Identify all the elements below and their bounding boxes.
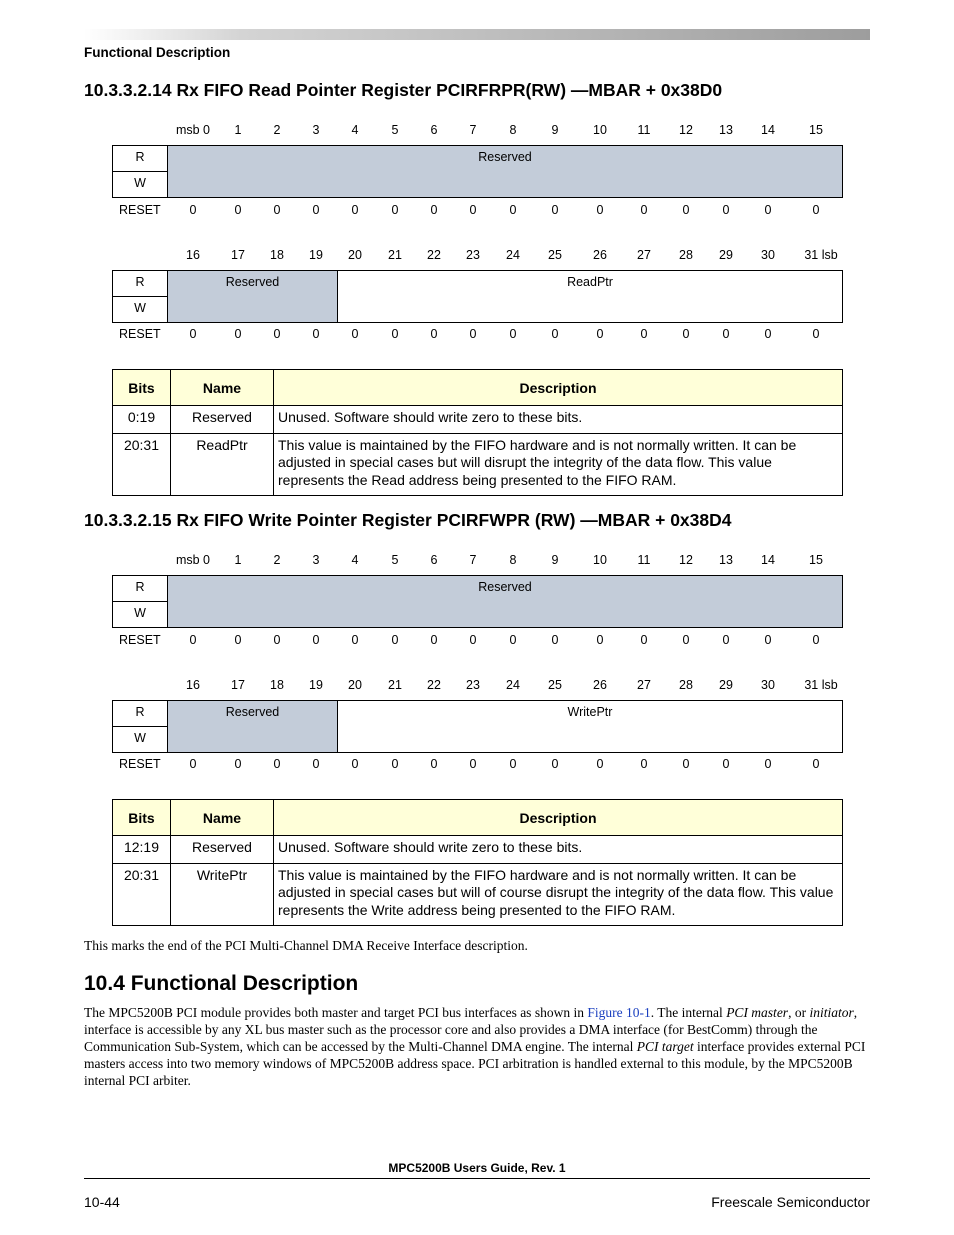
reset-value: 0 (469, 633, 477, 647)
bit-number: 18 (270, 248, 284, 262)
write-label: W (134, 606, 146, 620)
emphasis-text: PCI master (726, 1005, 789, 1020)
reset-value: 0 (430, 203, 438, 217)
bit-number: 20 (348, 248, 362, 262)
bit-number: 9 (551, 553, 559, 567)
reset-value: 0 (430, 633, 438, 647)
reset-value: 0 (640, 327, 648, 341)
table-row (113, 406, 843, 434)
running-head: Functional Description (84, 45, 231, 60)
bit-number: 4 (351, 553, 359, 567)
cell-name: Reserved (171, 836, 274, 864)
bit-number: 6 (430, 553, 438, 567)
reset-value: 0 (189, 327, 197, 341)
bit-number: 13 (719, 553, 733, 567)
reset-value: 0 (812, 327, 820, 341)
bit-number: 30 (761, 678, 775, 692)
paragraph-text: The MPC5200B PCI module provides both master and target PCI bus interfaces as shown in (84, 1005, 588, 1020)
table-header-name: Name (171, 800, 274, 836)
bit-number: 8 (509, 123, 517, 137)
bit-number: 12 (679, 553, 693, 567)
figure-link[interactable]: Figure 10-1 (587, 1005, 651, 1020)
reset-label: RESET (119, 327, 161, 341)
rw-divider (112, 601, 168, 602)
field-label: WritePtr (567, 705, 613, 719)
reset-value: 0 (312, 757, 320, 771)
reset-value: 0 (234, 633, 242, 647)
reset-value: 0 (722, 757, 730, 771)
bit-number: 2 (273, 123, 281, 137)
reset-value: 0 (640, 203, 648, 217)
reset-value: 0 (509, 757, 517, 771)
bit-number: 17 (231, 678, 245, 692)
bit-number: 29 (719, 678, 733, 692)
reset-value: 0 (273, 327, 281, 341)
bit-number: 26 (593, 248, 607, 262)
end-note: This marks the end of the PCI Multi-Channel DMA Receive Interface description. (84, 938, 528, 953)
bit-number: 1 (234, 553, 242, 567)
reset-value: 0 (351, 757, 359, 771)
cell-bits: 20:31 (113, 863, 171, 926)
reset-value: 0 (764, 203, 772, 217)
bit-number: 20 (348, 678, 362, 692)
bit-number: 18 (270, 678, 284, 692)
bit-number: 23 (466, 678, 480, 692)
read-label: R (135, 705, 145, 719)
bit-number: 8 (509, 553, 517, 567)
section-heading-pcirfwpr: 10.3.3.2.15 Rx FIFO Write Pointer Register PCIRFWPR (RW) —MBAR + 0x38D4 (84, 510, 732, 530)
paragraph-text: interface provides external PCI masters access into two memory windows of MPC5200B address space. PCI arbitration is handled external to this module, by the MPC5200B internal PCI arbiter. (84, 1039, 866, 1088)
reset-value: 0 (682, 633, 690, 647)
body-paragraph (84, 1004, 870, 1089)
reset-value: 0 (391, 327, 399, 341)
bit-number: 19 (309, 678, 323, 692)
bit-number: 19 (309, 248, 323, 262)
field-label: Reserved (478, 150, 532, 164)
bit-number: 21 (388, 678, 402, 692)
reset-value: 0 (764, 633, 772, 647)
reset-value: 0 (351, 203, 359, 217)
reset-value: 0 (722, 327, 730, 341)
bit-number: 11 (637, 123, 651, 137)
reset-value: 0 (596, 757, 604, 771)
reset-value: 0 (682, 203, 690, 217)
footer-rule (84, 1178, 870, 1179)
cell-description: Unused. Software should write zero to these bits. (274, 406, 843, 434)
cell-description: This value is maintained by the FIFO hardware and is not normally written. It can be adjusted in special cases but will of course disrupt the integrity of the data flow. This value represents the Write address being presented to the FIFO RAM. (274, 863, 843, 926)
reset-value: 0 (722, 633, 730, 647)
rw-divider (112, 296, 168, 297)
field-table-pcirfrpr (112, 369, 843, 496)
paragraph-text: , interface is accessible by any XL bus master such as the processor core and also provides a DMA interface (for BestComm) through the Communication Sub-System, which can be accessed by the Multi-Channel DMA engine. The internal (84, 1005, 858, 1054)
bit-number: 22 (427, 678, 441, 692)
reset-value: 0 (469, 327, 477, 341)
paragraph-text: , or (788, 1005, 810, 1020)
bit-number: 22 (427, 248, 441, 262)
bit-number: 31 lsb (804, 678, 838, 692)
paragraph-text: . The internal (650, 1005, 727, 1020)
reset-value: 0 (312, 203, 320, 217)
bit-number: 1 (234, 123, 242, 137)
table-header-bits: Bits (113, 800, 171, 836)
table-row (113, 836, 843, 864)
header-bar (84, 29, 870, 40)
field-label: Reserved (478, 580, 532, 594)
reset-value: 0 (234, 757, 242, 771)
reset-value: 0 (640, 633, 648, 647)
bit-number: msb 0 (175, 123, 211, 137)
bit-number: 2 (273, 553, 281, 567)
table-header-bits: Bits (113, 370, 171, 406)
reset-value: 0 (312, 327, 320, 341)
page-number: 10-44 (84, 1194, 120, 1210)
table-header-description: Description (274, 800, 843, 836)
reset-value: 0 (640, 757, 648, 771)
reset-value: 0 (812, 757, 820, 771)
reset-value: 0 (469, 757, 477, 771)
field-label: Reserved (225, 275, 280, 289)
emphasis-text: PCI target (636, 1039, 694, 1054)
bit-number: 24 (506, 248, 520, 262)
bit-number: 5 (391, 553, 399, 567)
field-label: Reserved (225, 705, 280, 719)
company-name: Freescale Semiconductor (711, 1194, 870, 1210)
reset-value: 0 (234, 327, 242, 341)
bit-number: 10 (593, 123, 607, 137)
reset-value: 0 (469, 203, 477, 217)
bit-number: 29 (719, 248, 733, 262)
reset-value: 0 (273, 757, 281, 771)
reset-value: 0 (273, 203, 281, 217)
reset-value: 0 (682, 327, 690, 341)
bit-number: msb 0 (175, 553, 211, 567)
reset-value: 0 (551, 203, 559, 217)
reset-value: 0 (234, 203, 242, 217)
cell-description: Unused. Software should write zero to these bits. (274, 836, 843, 864)
cell-name: Reserved (171, 406, 274, 434)
footer-title: MPC5200B Users Guide, Rev. 1 (388, 1161, 566, 1175)
reset-value: 0 (189, 203, 197, 217)
reset-value: 0 (551, 633, 559, 647)
reset-label: RESET (119, 757, 161, 771)
bit-number: 13 (719, 123, 733, 137)
section-heading-10-4: 10.4 Functional Description (84, 972, 359, 995)
reset-value: 0 (273, 633, 281, 647)
bit-number: 27 (637, 248, 651, 262)
write-label: W (134, 176, 146, 190)
reset-value: 0 (764, 757, 772, 771)
reset-value: 0 (596, 203, 604, 217)
bit-number: 10 (593, 553, 607, 567)
rw-divider (112, 171, 168, 172)
cell-name: ReadPtr (171, 433, 274, 496)
reset-value: 0 (391, 203, 399, 217)
bit-number: 26 (593, 678, 607, 692)
read-label: R (135, 150, 145, 164)
reset-value: 0 (682, 757, 690, 771)
bit-number: 24 (506, 678, 520, 692)
reset-value: 0 (551, 757, 559, 771)
reset-value: 0 (391, 633, 399, 647)
table-header-name: Name (171, 370, 274, 406)
cell-bits: 0:19 (113, 406, 171, 434)
bit-number: 15 (809, 123, 823, 137)
field-table-pcirfwpr (112, 799, 843, 926)
bit-number: 30 (761, 248, 775, 262)
bit-number: 27 (637, 678, 651, 692)
cell-name: WritePtr (171, 863, 274, 926)
reset-value: 0 (430, 757, 438, 771)
reset-value: 0 (189, 633, 197, 647)
reset-value: 0 (509, 203, 517, 217)
cell-description: This value is maintained by the FIFO hardware and is not normally written. It can be adjusted in special cases but will disrupt the integrity of the data flow. This value represents the Read address being presented to the FIFO RAM. (274, 433, 843, 496)
bit-number: 9 (551, 123, 559, 137)
bit-number: 28 (679, 678, 693, 692)
bit-number: 14 (761, 123, 775, 137)
bit-number: 3 (312, 553, 320, 567)
reset-value: 0 (509, 327, 517, 341)
write-label: W (134, 301, 146, 315)
bit-number: 6 (430, 123, 438, 137)
bit-number: 21 (388, 248, 402, 262)
bit-number: 16 (186, 248, 200, 262)
bit-number: 16 (186, 678, 200, 692)
field-label: ReadPtr (567, 275, 613, 289)
rw-divider (112, 726, 168, 727)
read-label: R (135, 580, 145, 594)
reset-value: 0 (722, 203, 730, 217)
reset-value: 0 (189, 757, 197, 771)
section-heading-pcirfrpr: 10.3.3.2.14 Rx FIFO Read Pointer Register PCIRFRPR(RW) —MBAR + 0x38D0 (84, 80, 723, 100)
bit-number: 25 (548, 248, 562, 262)
write-label: W (134, 731, 146, 745)
table-header-description: Description (274, 370, 843, 406)
reset-value: 0 (351, 327, 359, 341)
bit-number: 7 (469, 553, 477, 567)
cell-bits: 12:19 (113, 836, 171, 864)
reset-value: 0 (812, 633, 820, 647)
bit-number: 4 (351, 123, 359, 137)
reset-label: RESET (119, 633, 161, 647)
bit-number: 15 (809, 553, 823, 567)
bit-number: 31 lsb (804, 248, 838, 262)
reset-value: 0 (596, 633, 604, 647)
reset-label: RESET (119, 203, 161, 217)
reset-value: 0 (596, 327, 604, 341)
reset-value: 0 (391, 757, 399, 771)
table-row (113, 863, 843, 926)
bit-number: 25 (548, 678, 562, 692)
bit-number: 3 (312, 123, 320, 137)
bit-number: 5 (391, 123, 399, 137)
read-label: R (135, 275, 145, 289)
bit-number: 23 (466, 248, 480, 262)
reset-value: 0 (430, 327, 438, 341)
reset-value: 0 (351, 633, 359, 647)
reset-value: 0 (551, 327, 559, 341)
bit-number: 7 (469, 123, 477, 137)
emphasis-text: initiator (809, 1005, 854, 1020)
bit-number: 11 (637, 553, 651, 567)
table-row (113, 433, 843, 496)
bit-number: 12 (679, 123, 693, 137)
cell-bits: 20:31 (113, 433, 171, 496)
reset-value: 0 (509, 633, 517, 647)
reset-value: 0 (312, 633, 320, 647)
bit-number: 14 (761, 553, 775, 567)
reset-value: 0 (764, 327, 772, 341)
bit-number: 28 (679, 248, 693, 262)
bit-number: 17 (231, 248, 245, 262)
reset-value: 0 (812, 203, 820, 217)
